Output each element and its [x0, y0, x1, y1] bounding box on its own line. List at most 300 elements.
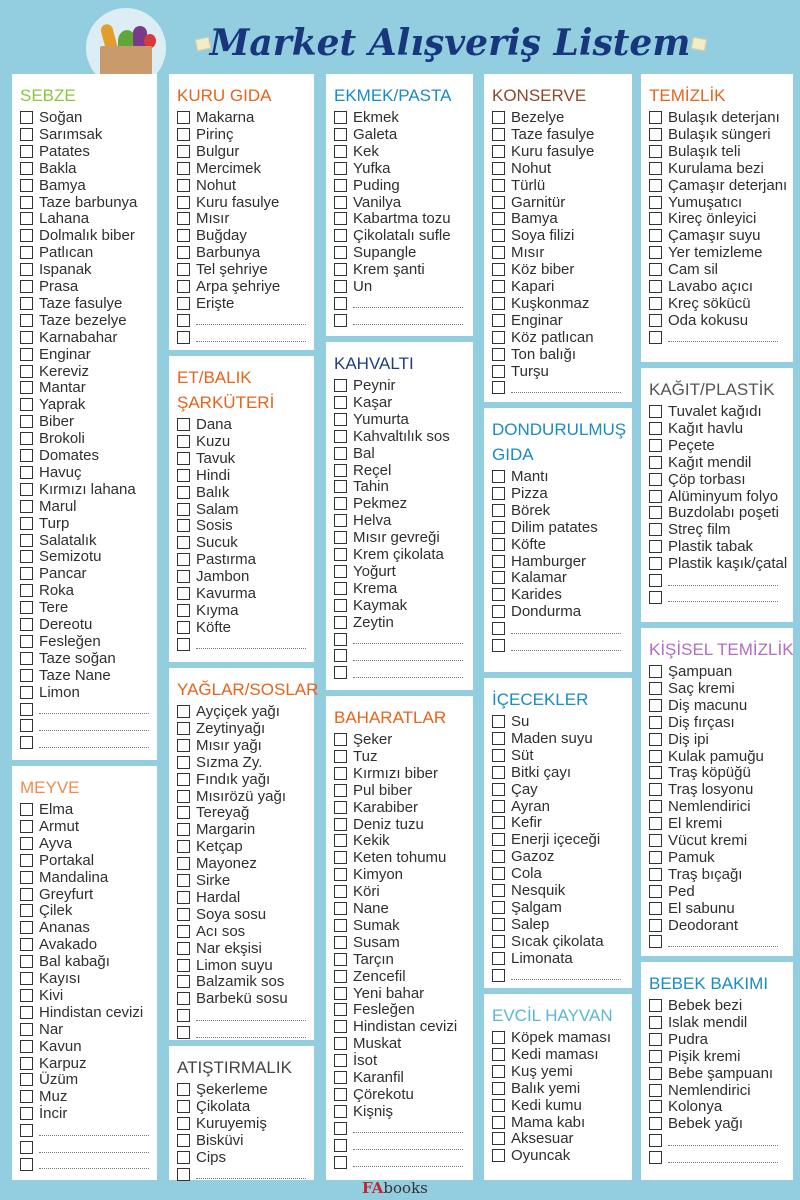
list-item[interactable]	[177, 838, 243, 855]
list-item[interactable]	[20, 869, 108, 886]
checkbox[interactable]	[20, 955, 33, 968]
checkbox[interactable]	[177, 722, 190, 735]
list-item[interactable]	[334, 900, 389, 917]
checkbox[interactable]	[649, 297, 662, 310]
list-item[interactable]	[492, 713, 529, 730]
list-item[interactable]	[334, 261, 425, 278]
checkbox[interactable]	[334, 430, 347, 443]
checkbox[interactable]	[20, 938, 33, 951]
checkbox[interactable]	[177, 145, 190, 158]
list-item[interactable]	[177, 177, 236, 194]
checkbox[interactable]	[20, 550, 33, 563]
write-in-line[interactable]	[668, 1153, 778, 1163]
checkbox[interactable]	[334, 1122, 347, 1135]
list-item[interactable]	[492, 143, 594, 160]
checkbox[interactable]	[20, 972, 33, 985]
checkbox[interactable]	[334, 1071, 347, 1084]
checkbox[interactable]	[492, 850, 505, 863]
list-item[interactable]	[177, 227, 247, 244]
list-item[interactable]	[177, 1149, 226, 1166]
checkbox[interactable]	[492, 470, 505, 483]
checkbox[interactable]	[177, 128, 190, 141]
checkbox[interactable]	[177, 246, 190, 259]
list-item[interactable]	[649, 261, 718, 278]
checkbox[interactable]	[649, 885, 662, 898]
list-item[interactable]	[20, 396, 85, 413]
checkbox[interactable]	[649, 783, 662, 796]
checkbox[interactable]	[492, 521, 505, 534]
checkbox[interactable]	[334, 1105, 347, 1118]
checkbox[interactable]	[20, 111, 33, 124]
checkbox[interactable]	[20, 1040, 33, 1053]
checkbox[interactable]	[20, 229, 33, 242]
checkbox[interactable]	[334, 196, 347, 209]
list-item[interactable]	[492, 1063, 573, 1080]
list-item[interactable]	[334, 210, 451, 227]
checkbox[interactable]	[334, 531, 347, 544]
checkbox[interactable]	[649, 1134, 662, 1147]
checkbox[interactable]	[177, 790, 190, 803]
list-item[interactable]	[649, 420, 743, 437]
list-item[interactable]	[492, 536, 546, 553]
list-item[interactable]	[492, 1046, 599, 1063]
list-item[interactable]	[334, 1086, 414, 1103]
list-item[interactable]	[492, 177, 545, 194]
checkbox[interactable]	[649, 280, 662, 293]
list-item[interactable]	[492, 1097, 582, 1114]
list-item[interactable]	[492, 1080, 580, 1097]
list-item[interactable]	[177, 619, 231, 636]
checkbox[interactable]	[492, 715, 505, 728]
list-item[interactable]	[20, 447, 99, 464]
checkbox[interactable]	[20, 652, 33, 665]
list-item[interactable]	[20, 295, 122, 312]
checkbox[interactable]	[20, 703, 33, 716]
checkbox[interactable]	[177, 486, 190, 499]
list-item[interactable]	[334, 160, 391, 177]
checkbox[interactable]	[649, 1151, 662, 1164]
checkbox[interactable]	[492, 381, 505, 394]
list-item[interactable]	[649, 680, 735, 697]
list-item[interactable]	[20, 565, 87, 582]
checkbox[interactable]	[177, 553, 190, 566]
checkbox[interactable]	[492, 297, 505, 310]
list-item[interactable]	[649, 538, 753, 555]
list-item[interactable]	[177, 261, 268, 278]
list-item[interactable]	[334, 394, 392, 411]
list-item[interactable]	[492, 160, 551, 177]
checkbox[interactable]	[20, 854, 33, 867]
checkbox[interactable]	[649, 179, 662, 192]
checkbox[interactable]	[20, 736, 33, 749]
checkbox[interactable]	[20, 1057, 33, 1070]
checkbox[interactable]	[649, 834, 662, 847]
checkbox[interactable]	[177, 1151, 190, 1164]
list-item[interactable]	[649, 555, 787, 572]
blank-list-item[interactable]	[649, 1132, 778, 1149]
checkbox[interactable]	[20, 904, 33, 917]
list-item[interactable]	[177, 821, 255, 838]
list-item[interactable]	[334, 244, 416, 261]
checkbox[interactable]	[334, 1003, 347, 1016]
list-item[interactable]	[20, 278, 78, 295]
checkbox[interactable]	[492, 348, 505, 361]
checkbox[interactable]	[20, 314, 33, 327]
list-item[interactable]	[177, 957, 273, 974]
list-item[interactable]	[492, 329, 594, 346]
checkbox[interactable]	[649, 574, 662, 587]
list-item[interactable]	[177, 433, 230, 450]
list-item[interactable]	[492, 916, 549, 933]
list-item[interactable]	[20, 363, 89, 380]
checkbox[interactable]	[649, 405, 662, 418]
checkbox[interactable]	[177, 1168, 190, 1181]
checkbox[interactable]	[334, 379, 347, 392]
write-in-line[interactable]	[353, 1140, 463, 1150]
checkbox[interactable]	[649, 1067, 662, 1080]
checkbox[interactable]	[492, 732, 505, 745]
blank-list-item[interactable]	[649, 572, 778, 589]
checkbox[interactable]	[492, 622, 505, 635]
write-in-line[interactable]	[196, 315, 306, 325]
write-in-line[interactable]	[668, 576, 778, 586]
list-item[interactable]	[20, 987, 63, 1004]
list-item[interactable]	[492, 848, 554, 865]
list-item[interactable]	[20, 379, 86, 396]
list-item[interactable]	[20, 160, 77, 177]
blank-list-item[interactable]	[20, 717, 149, 734]
list-item[interactable]	[334, 1103, 393, 1120]
list-item[interactable]	[649, 900, 735, 917]
checkbox[interactable]	[492, 1082, 505, 1095]
list-item[interactable]	[492, 244, 544, 261]
checkbox[interactable]	[20, 1006, 33, 1019]
write-in-line[interactable]	[39, 1159, 149, 1169]
checkbox[interactable]	[20, 415, 33, 428]
blank-list-item[interactable]	[334, 1154, 463, 1171]
checkbox[interactable]	[649, 817, 662, 830]
checkbox[interactable]	[20, 246, 33, 259]
list-item[interactable]	[177, 450, 235, 467]
checkbox[interactable]	[20, 398, 33, 411]
list-item[interactable]	[492, 1114, 585, 1131]
checkbox[interactable]	[177, 975, 190, 988]
checkbox[interactable]	[177, 604, 190, 617]
checkbox[interactable]	[492, 969, 505, 982]
checkbox[interactable]	[492, 588, 505, 601]
list-item[interactable]	[649, 177, 787, 194]
checkbox[interactable]	[649, 665, 662, 678]
list-item[interactable]	[334, 478, 389, 495]
list-item[interactable]	[20, 582, 74, 599]
checkbox[interactable]	[334, 1156, 347, 1169]
checkbox[interactable]	[20, 1141, 33, 1154]
blank-list-item[interactable]	[649, 589, 778, 606]
list-item[interactable]	[20, 835, 72, 852]
list-item[interactable]	[334, 849, 446, 866]
list-item[interactable]	[649, 1031, 708, 1048]
list-item[interactable]	[649, 403, 762, 420]
list-item[interactable]	[649, 798, 751, 815]
checkbox[interactable]	[177, 756, 190, 769]
list-item[interactable]	[334, 1018, 457, 1035]
checkbox[interactable]	[177, 1009, 190, 1022]
checkbox[interactable]	[334, 987, 347, 1000]
checkbox[interactable]	[649, 212, 662, 225]
list-item[interactable]	[492, 485, 548, 502]
list-item[interactable]	[20, 194, 137, 211]
list-item[interactable]	[492, 899, 562, 916]
checkbox[interactable]	[492, 1099, 505, 1112]
checkbox[interactable]	[177, 587, 190, 600]
list-item[interactable]	[177, 143, 239, 160]
list-item[interactable]	[334, 782, 412, 799]
checkbox[interactable]	[492, 605, 505, 618]
list-item[interactable]	[492, 1130, 574, 1147]
list-item[interactable]	[20, 312, 127, 329]
blank-list-item[interactable]	[334, 295, 463, 312]
checkbox[interactable]	[492, 331, 505, 344]
checkbox[interactable]	[649, 1084, 662, 1097]
list-item[interactable]	[334, 816, 424, 833]
list-item[interactable]	[20, 886, 93, 903]
write-in-line[interactable]	[196, 1011, 306, 1021]
checkbox[interactable]	[492, 538, 505, 551]
checkbox[interactable]	[649, 851, 662, 864]
checkbox[interactable]	[649, 523, 662, 536]
list-item[interactable]	[334, 748, 377, 765]
list-item[interactable]	[177, 771, 270, 788]
list-item[interactable]	[334, 799, 418, 816]
list-item[interactable]	[649, 781, 753, 798]
list-item[interactable]	[177, 517, 233, 534]
list-item[interactable]	[649, 849, 715, 866]
checkbox[interactable]	[649, 682, 662, 695]
checkbox[interactable]	[20, 686, 33, 699]
checkbox[interactable]	[334, 885, 347, 898]
checkbox[interactable]	[334, 616, 347, 629]
list-item[interactable]	[492, 519, 598, 536]
checkbox[interactable]	[177, 162, 190, 175]
list-item[interactable]	[20, 902, 72, 919]
list-item[interactable]	[649, 504, 779, 521]
list-item[interactable]	[20, 244, 93, 261]
checkbox[interactable]	[492, 111, 505, 124]
list-item[interactable]	[20, 109, 82, 126]
list-item[interactable]	[334, 462, 391, 479]
list-item[interactable]	[334, 597, 407, 614]
list-item[interactable]	[649, 731, 709, 748]
checkbox[interactable]	[334, 179, 347, 192]
list-item[interactable]	[649, 109, 780, 126]
list-item[interactable]	[20, 1088, 67, 1105]
checkbox[interactable]	[334, 936, 347, 949]
checkbox[interactable]	[492, 884, 505, 897]
list-item[interactable]	[20, 684, 80, 701]
list-item[interactable]	[177, 244, 260, 261]
list-item[interactable]	[20, 227, 135, 244]
blank-list-item[interactable]	[177, 1166, 306, 1183]
checkbox[interactable]	[334, 565, 347, 578]
checkbox[interactable]	[334, 818, 347, 831]
list-item[interactable]	[177, 872, 230, 889]
checkbox[interactable]	[649, 162, 662, 175]
checkbox[interactable]	[177, 435, 190, 448]
list-item[interactable]	[177, 194, 279, 211]
checkbox[interactable]	[492, 212, 505, 225]
checkbox[interactable]	[649, 1016, 662, 1029]
checkbox[interactable]	[177, 823, 190, 836]
checkbox[interactable]	[20, 263, 33, 276]
checkbox[interactable]	[20, 837, 33, 850]
checkbox[interactable]	[492, 1065, 505, 1078]
checkbox[interactable]	[177, 1134, 190, 1147]
checkbox[interactable]	[334, 784, 347, 797]
list-item[interactable]	[177, 585, 256, 602]
checkbox[interactable]	[649, 591, 662, 604]
blank-list-item[interactable]	[334, 664, 463, 681]
checkbox[interactable]	[177, 942, 190, 955]
list-item[interactable]	[334, 143, 379, 160]
checkbox[interactable]	[20, 601, 33, 614]
list-item[interactable]	[20, 1055, 87, 1072]
checkbox[interactable]	[20, 1090, 33, 1103]
checkbox[interactable]	[334, 297, 347, 310]
blank-list-item[interactable]	[334, 647, 463, 664]
write-in-line[interactable]	[353, 315, 463, 325]
checkbox[interactable]	[492, 783, 505, 796]
blank-list-item[interactable]	[177, 1007, 306, 1024]
list-item[interactable]	[334, 883, 380, 900]
list-item[interactable]	[177, 1081, 268, 1098]
checkbox[interactable]	[492, 639, 505, 652]
checkbox[interactable]	[20, 280, 33, 293]
list-item[interactable]	[492, 1147, 570, 1164]
checkbox[interactable]	[334, 212, 347, 225]
list-item[interactable]	[20, 818, 79, 835]
list-item[interactable]	[492, 831, 600, 848]
list-item[interactable]	[492, 502, 550, 519]
checkbox[interactable]	[20, 1107, 33, 1120]
checkbox[interactable]	[334, 447, 347, 460]
checkbox[interactable]	[177, 418, 190, 431]
checkbox[interactable]	[649, 196, 662, 209]
checkbox[interactable]	[649, 902, 662, 915]
checkbox[interactable]	[177, 1100, 190, 1113]
blank-list-item[interactable]	[649, 329, 778, 346]
checkbox[interactable]	[649, 473, 662, 486]
list-item[interactable]	[20, 143, 90, 160]
checkbox[interactable]	[492, 918, 505, 931]
checkbox[interactable]	[20, 669, 33, 682]
list-item[interactable]	[334, 951, 394, 968]
checkbox[interactable]	[334, 970, 347, 983]
list-item[interactable]	[649, 160, 764, 177]
list-item[interactable]	[649, 1082, 751, 1099]
checkbox[interactable]	[177, 638, 190, 651]
checkbox[interactable]	[649, 456, 662, 469]
list-item[interactable]	[492, 586, 562, 603]
checkbox[interactable]	[20, 162, 33, 175]
list-item[interactable]	[177, 551, 256, 568]
checkbox[interactable]	[177, 297, 190, 310]
checkbox[interactable]	[177, 908, 190, 921]
write-in-line[interactable]	[196, 639, 306, 649]
write-in-line[interactable]	[353, 1157, 463, 1167]
list-item[interactable]	[492, 950, 573, 967]
checkbox[interactable]	[649, 229, 662, 242]
list-item[interactable]	[177, 923, 245, 940]
list-item[interactable]	[334, 968, 406, 985]
checkbox[interactable]	[492, 1149, 505, 1162]
list-item[interactable]	[649, 437, 715, 454]
write-in-line[interactable]	[511, 641, 621, 651]
list-item[interactable]	[649, 663, 732, 680]
checkbox[interactable]	[492, 766, 505, 779]
checkbox[interactable]	[20, 212, 33, 225]
checkbox[interactable]	[20, 483, 33, 496]
list-item[interactable]	[492, 933, 604, 950]
checkbox[interactable]	[177, 1083, 190, 1096]
write-in-line[interactable]	[353, 298, 463, 308]
list-item[interactable]	[334, 512, 391, 529]
checkbox[interactable]	[492, 952, 505, 965]
list-item[interactable]	[20, 1105, 67, 1122]
checkbox[interactable]	[334, 514, 347, 527]
list-item[interactable]	[177, 737, 262, 754]
checkbox[interactable]	[492, 749, 505, 762]
list-item[interactable]	[492, 468, 549, 485]
list-item[interactable]	[177, 501, 239, 518]
checkbox[interactable]	[20, 517, 33, 530]
checkbox[interactable]	[177, 519, 190, 532]
checkbox[interactable]	[334, 413, 347, 426]
checkbox[interactable]	[492, 1031, 505, 1044]
checkbox[interactable]	[20, 820, 33, 833]
list-item[interactable]	[649, 764, 751, 781]
checkbox[interactable]	[177, 874, 190, 887]
checkbox[interactable]	[20, 1023, 33, 1036]
list-item[interactable]	[649, 1065, 773, 1082]
list-item[interactable]	[492, 261, 574, 278]
list-item[interactable]	[177, 889, 240, 906]
list-item[interactable]	[334, 177, 400, 194]
checkbox[interactable]	[177, 1026, 190, 1039]
checkbox[interactable]	[177, 469, 190, 482]
checkbox[interactable]	[334, 480, 347, 493]
checkbox[interactable]	[649, 557, 662, 570]
list-item[interactable]	[177, 906, 266, 923]
list-item[interactable]	[649, 488, 778, 505]
blank-list-item[interactable]	[334, 631, 463, 648]
checkbox[interactable]	[177, 196, 190, 209]
blank-list-item[interactable]	[177, 312, 306, 329]
blank-list-item[interactable]	[20, 701, 149, 718]
checkbox[interactable]	[177, 925, 190, 938]
list-item[interactable]	[20, 177, 86, 194]
checkbox[interactable]	[334, 801, 347, 814]
list-item[interactable]	[492, 312, 563, 329]
checkbox[interactable]	[334, 128, 347, 141]
checkbox[interactable]	[492, 314, 505, 327]
list-item[interactable]	[649, 1098, 722, 1115]
checkbox[interactable]	[492, 901, 505, 914]
blank-list-item[interactable]	[649, 1149, 778, 1166]
list-item[interactable]	[492, 882, 565, 899]
list-item[interactable]	[334, 765, 438, 782]
list-item[interactable]	[649, 917, 738, 934]
checkbox[interactable]	[177, 773, 190, 786]
